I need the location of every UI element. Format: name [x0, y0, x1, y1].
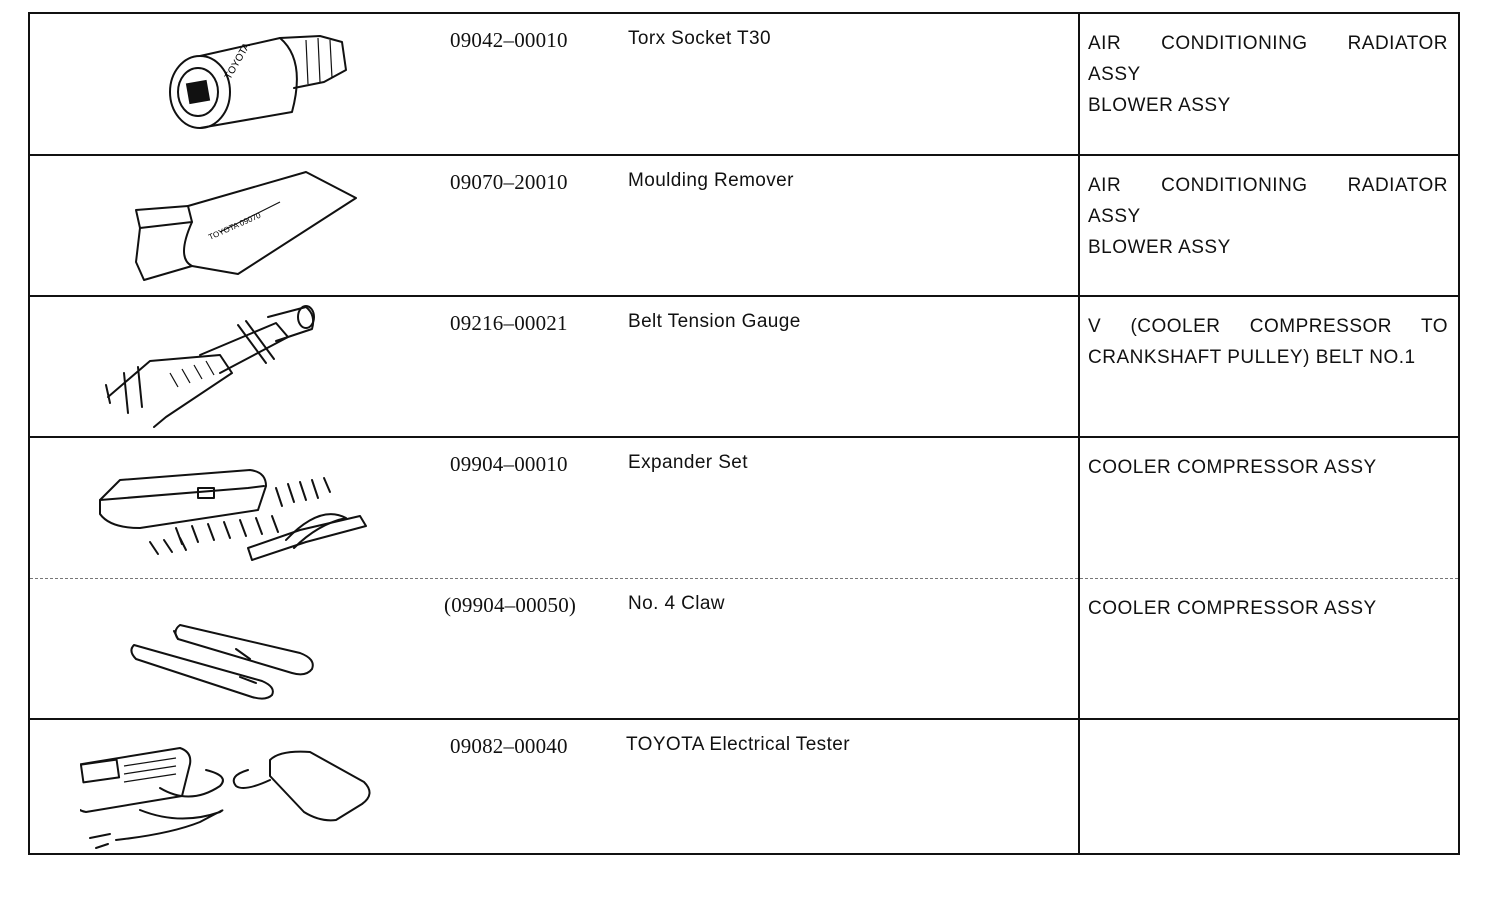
tool-usage: [1088, 28, 1448, 121]
torx-socket-icon: [80, 20, 410, 148]
part-number: 09216–00021: [450, 311, 568, 335]
usage-line: BLOWER ASSY: [1088, 237, 1231, 258]
part-number: 09042–00010: [450, 28, 568, 52]
table-row: [30, 720, 1458, 855]
usage-line: AIR CONDITIONING RADIATOR: [1088, 33, 1448, 54]
special-service-tools-table: [28, 12, 1460, 855]
usage-line: ASSY: [1088, 64, 1141, 85]
tool-usage: [1088, 452, 1448, 483]
claw-icon: [80, 585, 410, 713]
usage-line: V (COOLER COMPRESSOR TO: [1088, 316, 1448, 337]
table-row: [30, 14, 1458, 156]
usage-line: COOLER COMPRESSOR ASSY: [1088, 598, 1377, 619]
table-row: [30, 297, 1458, 438]
part-number: 09904–00010: [450, 452, 568, 476]
tool-usage: [1088, 311, 1448, 373]
usage-line: CRANKSHAFT PULLEY) BELT NO.1: [1088, 347, 1416, 368]
electrical-tester-icon: [80, 726, 410, 854]
part-number: 09082–00040: [450, 734, 568, 758]
tool-name: Belt Tension Gauge: [628, 311, 801, 332]
tool-name: No. 4 Claw: [628, 593, 725, 614]
usage-line: ASSY: [1088, 206, 1141, 227]
tool-name: TOYOTA Electrical Tester: [626, 734, 850, 755]
table-row: [30, 579, 1458, 720]
table-row: [30, 438, 1458, 579]
part-number: 09070–20010: [450, 170, 568, 194]
svg-text:TOYOTA 09070: TOYOTA 09070: [207, 210, 263, 242]
usage-line: BLOWER ASSY: [1088, 95, 1231, 116]
tool-name: Moulding Remover: [628, 170, 794, 191]
moulding-remover-icon: [80, 162, 410, 290]
svg-text:TOYOTA: TOYOTA: [223, 41, 253, 82]
usage-line: AIR CONDITIONING RADIATOR: [1088, 175, 1448, 196]
tool-usage: [1088, 593, 1448, 624]
part-number: (09904–00050): [444, 593, 577, 617]
usage-line: COOLER COMPRESSOR ASSY: [1088, 457, 1377, 478]
expander-set-icon: [80, 444, 410, 572]
tool-name: Expander Set: [628, 452, 748, 473]
table-row: [30, 156, 1458, 297]
tool-name: Torx Socket T30: [628, 28, 771, 49]
belt-tension-gauge-icon: [80, 303, 410, 431]
tool-usage: [1088, 170, 1448, 263]
